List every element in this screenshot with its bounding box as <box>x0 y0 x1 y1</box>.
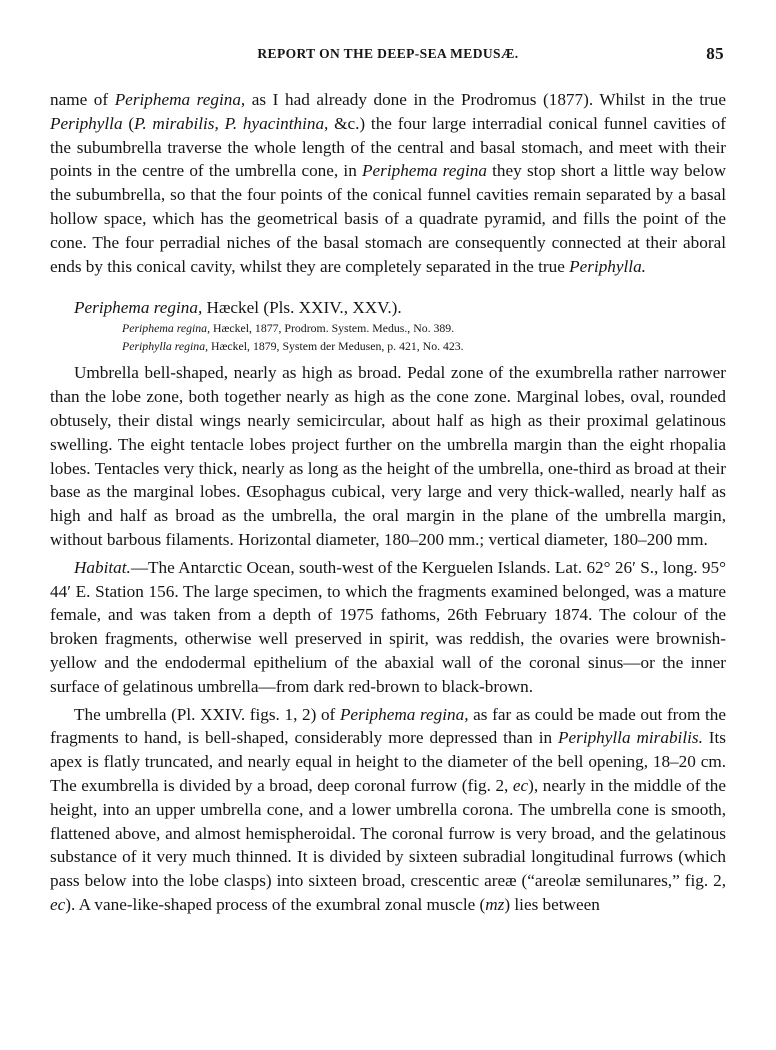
paragraph-umbrella: The umbrella (Pl. XXIV. figs. 1, 2) of Periphema regina, as far as could be made out from the fragments to hand, is bell-shaped, considerably more depressed than in Periphylla mirabilis. Its apex is flatly truncated, and nearly equal in height to the diameter of the bell opening, 18–20 cm. The exumbrella is divided by a broad, deep coronal furrow (fig. 2, ec), nearly in the middle of the height, into an upper umbrella cone, and a lower umbrella corona. The umbrella cone is smooth, flattened above, and almost hemispheroidal. The coronal furrow is very broad, and the gelatinous substance of it very much thinned. It is divided by sixteen subradial longitudinal furrows (which pass below into the lobe clasps) into sixteen broad, crescentic areæ (“areolæ semilunares,” fig. 2, ec). A vane-like-shaped process of the exumbral zonal muscle (mz) lies between <box>50 704 726 914</box>
synonym-line: Periphylla regina, Hæckel, 1879, System der Medusen, p. 421, No. 423. <box>122 339 464 354</box>
species-heading <box>50 296 726 319</box>
synonymy <box>50 319 726 355</box>
running-header <box>52 46 724 66</box>
page-number: 85 <box>706 44 724 63</box>
species-authority: Hæckel (Pls. XXIV., XXV.). <box>202 298 402 318</box>
paragraph-habitat: Habitat.—The Antarctic Ocean, south-west of the Kerguelen Islands. Lat. 62° 26′ S., long. 95° 44′ E. Station 156. The large specimen, to which the fragments examined belonged, was a mature female, and was taken from a depth of 1975 fathoms, 26th February 1874. The colour of the broken fragments, otherwise well preserved in spirit, was reddish, the ovaries were brownish-yellow and the endodermal epithelium of the abaxial wall of the coronal sinus—or the inner surface of gelatinous umbrella—from dark red-brown to black-brown. <box>50 557 726 696</box>
paragraph-description: Umbrella bell-shaped, nearly as high as broad. Pedal zone of the exumbrella rather narrower than the lobe zone, both together nearly as high as the cone zone. Marginal lobes, oval, rounded obtusely, their distal wings nearly semicircular, about half as high as their proximal gelatinous swelling. The eight tentacle lobes project further on the umbrella margin than the eight rhopalia lobes. Tentacles very thick, nearly as long as the height of the umbrella, one-third as broad at their base as the marginal lobes. Œsophagus cubical, very large and very thick-walled, nearly half as high and half as broad as the umbrella, the oral margin in the plane of the umbrella margin, without barbous filaments. Horizontal diameter, 180–200 mm.; vertical diameter, 180–200 mm. <box>50 363 726 549</box>
text-body <box>50 88 726 917</box>
species-name: Periphema regina, <box>74 298 203 318</box>
habitat-label: Habitat. <box>74 557 131 577</box>
running-title: REPORT ON THE DEEP-SEA MEDUSÆ. <box>257 46 519 61</box>
synonym-line: Periphema regina, Hæckel, 1877, Prodrom. System. Medus., No. 389. <box>122 321 455 336</box>
paragraph-continued: name of Periphema regina, as I had already done in the Prodromus (1877). Whilst in the true Periphylla (P. mirabilis, P. hyacinthina, &c.) the four large interradial conical funnel cavities of the subumbrella traverse the whole length of the central and basal stomach, and meet with their points in the centre of the umbrella cone, in Periphema regina they stop short a little way below the subumbrella, so that the four points of the conical funnel cavities remain separated by a basal hollow space, which has the geometrical basis of a quadrate pyramid, and fills the point of the cone. The four perradial niches of the basal stomach are consequently connected at their aboral ends by this conical cavity, whilst they are completely separated in the true Periphylla. <box>50 90 727 276</box>
